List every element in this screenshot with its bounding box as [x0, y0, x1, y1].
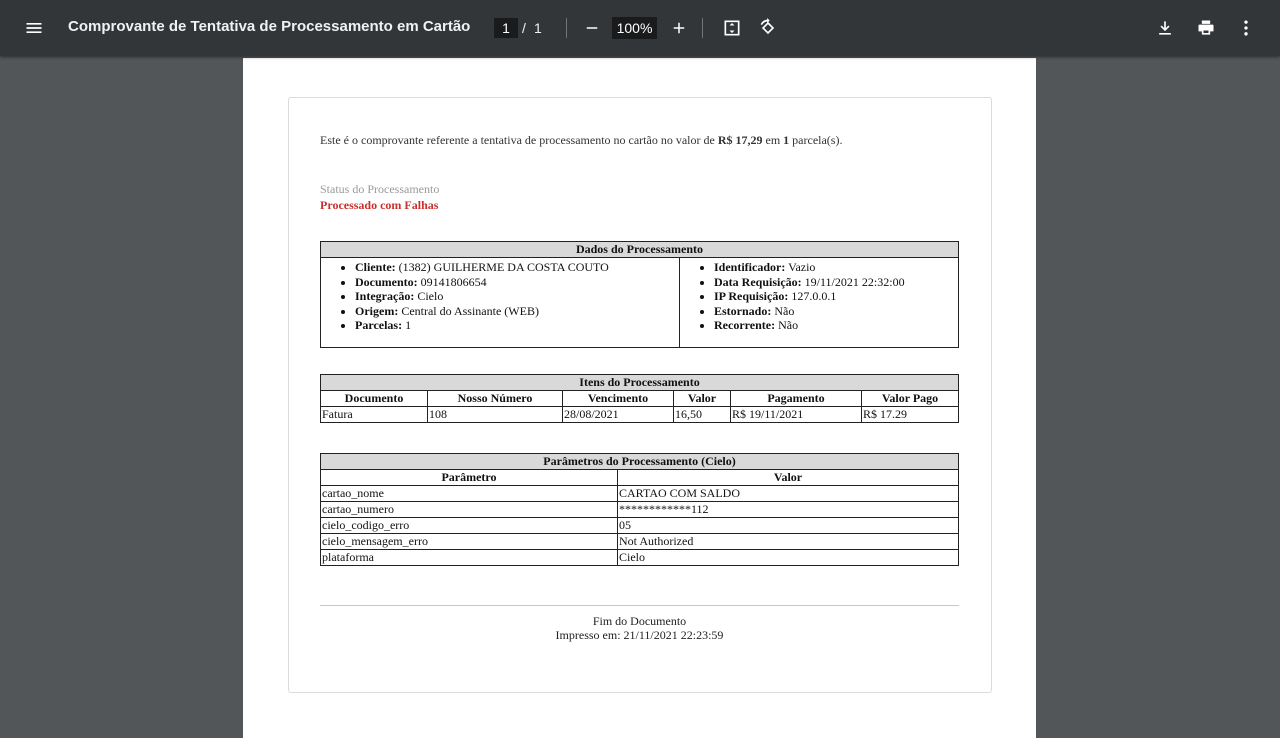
itens-cell: R$ 19/11/2021 [731, 407, 862, 423]
param-value: Cielo [618, 550, 959, 566]
more-vert-icon [1236, 18, 1256, 38]
itens-header: Valor [674, 391, 731, 407]
param-value: Not Authorized [618, 534, 959, 550]
dados-item: • IP Requisição: 127.0.0.1 [714, 289, 958, 304]
plus-icon [670, 19, 688, 37]
document-title: Comprovante de Tentativa de Processamento em Cartão [68, 18, 471, 35]
itens-cell: Fatura [321, 407, 428, 423]
parametros-table [320, 453, 959, 566]
intro-suffix: parcela(s). [789, 133, 843, 147]
intro-prefix: Este é o comprovante referente a tentativa de processamento no cartão no valor de [320, 133, 718, 147]
fit-page-icon [722, 18, 742, 38]
intro-amount: R$ 17,29 [717, 133, 763, 147]
zoom-level-input[interactable]: 100% [612, 17, 657, 39]
table-row [321, 502, 959, 518]
footer-end-text: Fim do Documento [592, 614, 687, 628]
itens-table [320, 374, 959, 423]
download-icon [1155, 18, 1175, 38]
dados-item: • Cliente: (1382) GUILHERME DA COSTA COUTO [355, 260, 679, 275]
dados-item: • Documento: 09141806654 [355, 275, 679, 290]
print-icon [1196, 18, 1216, 38]
itens-header-row [321, 391, 959, 407]
param-value: ************112 [618, 502, 959, 518]
itens-header: Documento [321, 391, 428, 407]
dados-item: • Recorrente: Não [714, 318, 958, 333]
page-separator: / [522, 20, 526, 36]
more-options-button[interactable] [1230, 12, 1262, 44]
minus-icon [583, 19, 601, 37]
fit-to-page-button[interactable] [716, 12, 748, 44]
status-label: Status do Processamento [320, 182, 440, 196]
itens-cell: 16,50 [674, 407, 731, 423]
intro-installments: 1 [783, 133, 790, 147]
itens-header: Vencimento [563, 391, 674, 407]
toolbar-divider [566, 18, 567, 38]
itens-cell: 108 [428, 407, 563, 423]
param-name: cielo_mensagem_erro [321, 534, 618, 550]
download-button[interactable] [1149, 12, 1181, 44]
param-value: CARTAO COM SALDO [618, 486, 959, 502]
param-name: cartao_numero [321, 502, 618, 518]
dados-item: • Origem: Central do Assinante (WEB) [355, 304, 679, 319]
dados-item: • Data Requisição: 19/11/2021 22:32:00 [714, 275, 958, 290]
toolbar-divider [702, 18, 703, 38]
parametros-header: Valor [618, 470, 959, 486]
dados-table [320, 241, 959, 348]
parametros-title: Parâmetros do Processamento (Cielo) [321, 454, 959, 470]
dados-right-col [680, 258, 959, 348]
menu-button[interactable] [14, 8, 54, 48]
dados-item: • Estornado: Não [714, 304, 958, 319]
itens-title: Itens do Processamento [321, 375, 959, 391]
footer-printed-text: Impresso em: 21/11/2021 22:23:59 [555, 628, 724, 642]
itens-header: Valor Pago [862, 391, 959, 407]
itens-cell: 28/08/2021 [563, 407, 674, 423]
param-value: 05 [618, 518, 959, 534]
param-name: cartao_nome [321, 486, 618, 502]
footer-divider [320, 605, 959, 606]
dados-title: Dados do Processamento [321, 242, 959, 258]
pdf-page [243, 58, 1036, 738]
pdf-toolbar [0, 0, 1280, 56]
parametros-header-row [321, 470, 959, 486]
status-value: Processado com Falhas [320, 198, 439, 212]
table-row [321, 534, 959, 550]
page-total: 1 [534, 20, 542, 36]
intro-text [320, 133, 842, 148]
table-row [321, 486, 959, 502]
table-row [321, 550, 959, 566]
itens-header: Nosso Número [428, 391, 563, 407]
rotate-button[interactable] [752, 12, 784, 44]
zoom-in-button[interactable] [663, 12, 695, 44]
table-row [321, 518, 959, 534]
intro-middle: em [762, 133, 784, 147]
dados-left-col [321, 258, 680, 348]
param-name: plataforma [321, 550, 618, 566]
dados-item: • Integração: Cielo [355, 289, 679, 304]
rotate-icon [758, 18, 778, 38]
zoom-out-button[interactable] [576, 12, 608, 44]
itens-cell: R$ 17.29 [862, 407, 959, 423]
parametros-header: Parâmetro [321, 470, 618, 486]
page-number-input[interactable]: 1 [494, 18, 518, 38]
itens-header: Pagamento [731, 391, 862, 407]
table-row [321, 407, 959, 423]
dados-item: • Parcelas: 1 [355, 318, 679, 333]
print-button[interactable] [1190, 12, 1222, 44]
dados-item: • Identificador: Vazio [714, 260, 958, 275]
menu-icon [24, 18, 44, 38]
param-name: cielo_codigo_erro [321, 518, 618, 534]
